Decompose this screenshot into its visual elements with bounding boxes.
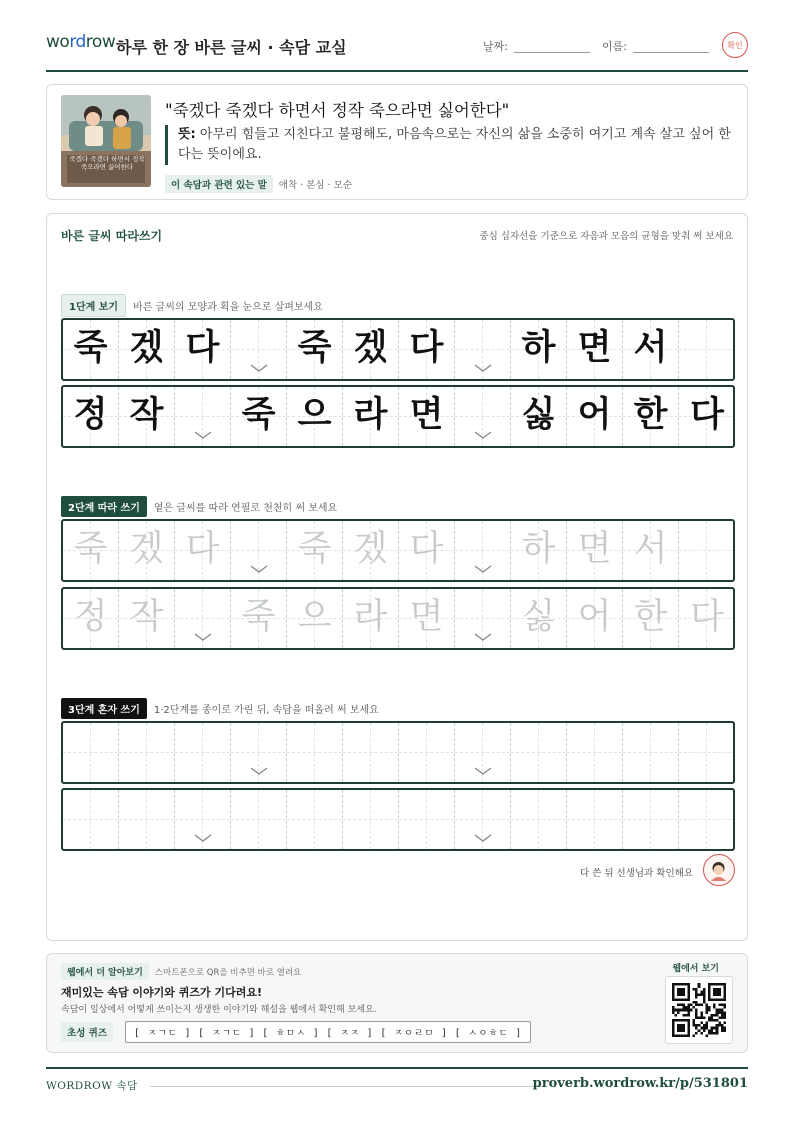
grid-cell[interactable] <box>567 723 623 782</box>
grid-cell[interactable] <box>231 589 287 648</box>
grid-cell[interactable] <box>399 723 455 782</box>
grid-char: 싫 <box>521 395 556 435</box>
grid-cell[interactable] <box>175 790 231 849</box>
grid-cell <box>119 387 175 446</box>
grid-char: 다 <box>409 328 444 368</box>
grid-cell[interactable] <box>175 521 231 580</box>
step1-row-1 <box>61 318 735 381</box>
qr-label: 웹에서 보기 <box>672 964 719 974</box>
step3-tag: 3단계 혼자 쓰기 <box>61 698 147 719</box>
grid-cell[interactable] <box>63 521 119 580</box>
grid-cell[interactable] <box>511 723 567 782</box>
practice-card <box>46 213 748 941</box>
grid-cell[interactable] <box>399 521 455 580</box>
grid-cell[interactable] <box>399 790 455 849</box>
space-mark-icon <box>473 565 493 573</box>
space-mark-icon <box>473 767 493 775</box>
grid-cell <box>567 387 623 446</box>
step1-row-2 <box>61 385 735 448</box>
step3-row-2[interactable] <box>61 788 735 851</box>
grid-cell[interactable] <box>455 521 511 580</box>
grid-cell <box>623 387 679 446</box>
grid-cell[interactable] <box>679 589 735 648</box>
page-header <box>46 30 748 72</box>
grid-char: 라 <box>353 597 388 637</box>
grid-cell <box>287 320 343 379</box>
quiz-label: 초성 퀴즈 <box>61 1022 113 1042</box>
space-mark-icon <box>249 565 269 573</box>
grid-char: 서 <box>633 529 668 569</box>
web-headline: 재미있는 속담 이야기와 퀴즈가 기다려요! <box>61 986 262 999</box>
related-list: 애착 · 본심 · 모순 <box>278 180 353 191</box>
step1-header <box>61 294 323 317</box>
grid-char: 다 <box>690 395 724 435</box>
grid-char: 싫 <box>521 597 556 637</box>
grid-cell[interactable] <box>175 723 231 782</box>
grid-cell[interactable] <box>343 521 399 580</box>
grid-char: 하 <box>521 328 556 368</box>
grid-cell[interactable] <box>231 790 287 849</box>
grid-cell[interactable] <box>119 790 175 849</box>
quiz-box: [ ㅈㄱㄷ ] [ ㅈㄱㄷ ] [ ㅎㅁㅅ ] [ ㅈㅈ ] [ ㅈㅇㄹㅁ ] [ ㅅㅇㅎㄷ ] <box>125 1021 531 1043</box>
proverb-title: "죽겠다 죽겠다 하면서 정작 죽으라면 싫어한다" <box>165 101 510 120</box>
grid-cell <box>231 387 287 446</box>
grid-cell[interactable] <box>231 521 287 580</box>
step2-row-1[interactable] <box>61 519 735 582</box>
grid-cell[interactable] <box>679 723 735 782</box>
grid-char: 면 <box>409 597 444 637</box>
grid-cell[interactable] <box>343 723 399 782</box>
grid-cell[interactable] <box>455 790 511 849</box>
grid-cell <box>399 387 455 446</box>
grid-cell <box>679 387 735 446</box>
web-card <box>46 953 748 1053</box>
grid-char: 어 <box>577 395 612 435</box>
grid-cell <box>511 387 567 446</box>
space-mark-icon <box>473 364 493 372</box>
grid-cell[interactable] <box>399 589 455 648</box>
grid-char: 죽 <box>73 328 108 368</box>
grid-cell[interactable] <box>623 589 679 648</box>
grid-cell <box>511 320 567 379</box>
grid-char: 면 <box>409 395 444 435</box>
grid-cell[interactable] <box>63 723 119 782</box>
grid-cell[interactable] <box>511 589 567 648</box>
grid-cell[interactable] <box>511 790 567 849</box>
grid-cell[interactable] <box>567 521 623 580</box>
grid-cell <box>63 387 119 446</box>
grid-char: 한 <box>633 395 668 435</box>
grid-cell <box>399 320 455 379</box>
grid-char: 어 <box>577 597 612 637</box>
grid-cell[interactable] <box>231 723 287 782</box>
grid-cell <box>119 320 175 379</box>
qr-code-icon[interactable] <box>665 976 733 1044</box>
page-title: 하루 한 장 바른 글씨 · 속담 교실 <box>116 38 347 57</box>
grid-cell[interactable] <box>567 589 623 648</box>
grid-cell[interactable] <box>623 790 679 849</box>
space-mark-icon <box>249 364 269 372</box>
step2-desc: 옅은 글씨를 따라 연필로 천천히 써 보세요 <box>153 503 338 514</box>
grid-cell[interactable] <box>679 521 735 580</box>
grid-cell <box>623 320 679 379</box>
check-stamp-icon: 확인 <box>722 32 748 58</box>
step2-tag: 2단계 따라 쓰기 <box>61 496 147 517</box>
grid-cell[interactable] <box>63 589 119 648</box>
related-words <box>165 175 352 193</box>
grid-cell[interactable] <box>119 723 175 782</box>
grid-cell[interactable] <box>287 521 343 580</box>
practice-hint: 중심 십자선을 기준으로 자음과 모음의 균형을 맞춰 써 보세요 <box>479 231 733 242</box>
grid-char: 하 <box>521 529 556 569</box>
step1-desc: 바른 글씨의 모양과 획을 눈으로 살펴보세요 <box>133 302 323 313</box>
qr-code-graphic <box>672 983 726 1037</box>
date-field[interactable]: 날짜: <box>483 38 590 54</box>
chosung-quiz <box>61 1021 531 1043</box>
grid-cell[interactable] <box>343 790 399 849</box>
web-tag-row <box>61 963 301 980</box>
grid-char: 면 <box>577 328 612 368</box>
grid-char: 죽 <box>73 529 108 569</box>
grid-cell <box>455 387 511 446</box>
grid-cell <box>175 320 231 379</box>
proverb-meaning: 뜻: 아무리 힘들고 지친다고 불평해도, 마음속으로는 자신의 삶을 소중히 여기고 계속 살고 싶어 한다는 뜻이에요. <box>165 125 735 165</box>
grid-char: 죽 <box>297 529 332 569</box>
grid-char: 죽 <box>241 395 276 435</box>
grid-char: 다 <box>185 529 220 569</box>
grid-char: 작 <box>129 395 164 435</box>
web-tag: 웹에서 더 알아보기 <box>61 963 149 980</box>
space-mark-icon <box>193 834 213 842</box>
related-label: 이 속담과 관련 있는 말 <box>165 175 273 193</box>
grid-char: 작 <box>129 597 164 637</box>
grid-char: 정 <box>73 395 108 435</box>
footer-divider <box>150 1086 546 1087</box>
grid-cell[interactable] <box>455 723 511 782</box>
step2-row-2[interactable] <box>61 587 735 650</box>
practice-title: 바른 글씨 따라쓰기 <box>61 229 163 243</box>
name-field[interactable]: 이름: <box>602 38 709 54</box>
grid-cell <box>567 320 623 379</box>
grid-cell[interactable] <box>175 589 231 648</box>
teacher-stamp-icon <box>703 854 735 886</box>
footer-brand: WORDROW 속담 <box>46 1080 138 1092</box>
grid-cell[interactable] <box>343 589 399 648</box>
grid-char: 서 <box>633 328 668 368</box>
step2-header <box>61 496 337 517</box>
illustration-caption: 죽겠다 죽겠다 하면서 정작 죽으라면 싫어한다 <box>69 155 145 171</box>
grid-cell[interactable] <box>623 521 679 580</box>
proverb-illustration <box>61 95 151 187</box>
grid-char: 죽 <box>241 597 276 637</box>
grid-char: 라 <box>353 395 388 435</box>
grid-char: 으 <box>297 395 332 435</box>
grid-char: 한 <box>633 597 668 637</box>
grid-char: 면 <box>577 529 612 569</box>
grid-cell[interactable] <box>119 521 175 580</box>
proverb-card <box>46 84 748 200</box>
page-footer <box>46 1067 748 1097</box>
step1-tag: 1단계 보기 <box>61 294 126 317</box>
grid-cell <box>343 387 399 446</box>
grid-char: 죽 <box>297 328 332 368</box>
space-mark-icon <box>249 767 269 775</box>
space-mark-icon <box>473 834 493 842</box>
grid-cell[interactable] <box>679 790 735 849</box>
grid-cell <box>679 320 735 379</box>
web-tag-desc: 스마트폰으로 QR을 비추면 바로 열려요 <box>154 967 302 978</box>
grid-cell <box>63 320 119 379</box>
grid-char: 겠 <box>353 529 388 569</box>
grid-cell[interactable] <box>119 589 175 648</box>
grid-char: 다 <box>690 597 724 637</box>
grid-cell[interactable] <box>287 790 343 849</box>
grid-cell[interactable] <box>455 589 511 648</box>
grid-char: 다 <box>409 529 444 569</box>
step3-desc: 1·2단계를 종이로 가린 뒤, 속담을 떠올려 써 보세요 <box>153 705 379 716</box>
space-mark-icon <box>473 633 493 641</box>
grid-char: 으 <box>297 597 332 637</box>
grid-char: 정 <box>73 597 108 637</box>
space-mark-icon <box>193 633 213 641</box>
grid-cell <box>175 387 231 446</box>
step3-header <box>61 698 379 719</box>
grid-cell[interactable] <box>567 790 623 849</box>
grid-cell[interactable] <box>287 589 343 648</box>
space-mark-icon <box>473 431 493 439</box>
grid-char: 겠 <box>129 529 164 569</box>
space-mark-icon <box>193 431 213 439</box>
grid-cell[interactable] <box>511 521 567 580</box>
grid-cell <box>231 320 287 379</box>
grid-char: 겠 <box>353 328 388 368</box>
wordrow-logo: wordrow <box>46 32 116 52</box>
grid-cell <box>343 320 399 379</box>
grid-cell[interactable] <box>287 723 343 782</box>
grid-char: 다 <box>185 328 220 368</box>
grid-cell <box>455 320 511 379</box>
grid-char: 겠 <box>129 328 164 368</box>
teacher-check-text: 다 쓴 뒤 선생님과 확인해요 <box>579 868 693 879</box>
grid-cell <box>287 387 343 446</box>
illustration-image <box>61 95 151 187</box>
grid-cell[interactable] <box>623 723 679 782</box>
step3-row-1[interactable] <box>61 721 735 784</box>
grid-cell[interactable] <box>63 790 119 849</box>
footer-url[interactable]: proverb.wordrow.kr/p/531801 <box>532 1076 748 1091</box>
web-desc: 속담이 일상에서 어떻게 쓰이는지 생생한 이야기와 해설을 웹에서 확인해 보세요. <box>61 1005 377 1015</box>
